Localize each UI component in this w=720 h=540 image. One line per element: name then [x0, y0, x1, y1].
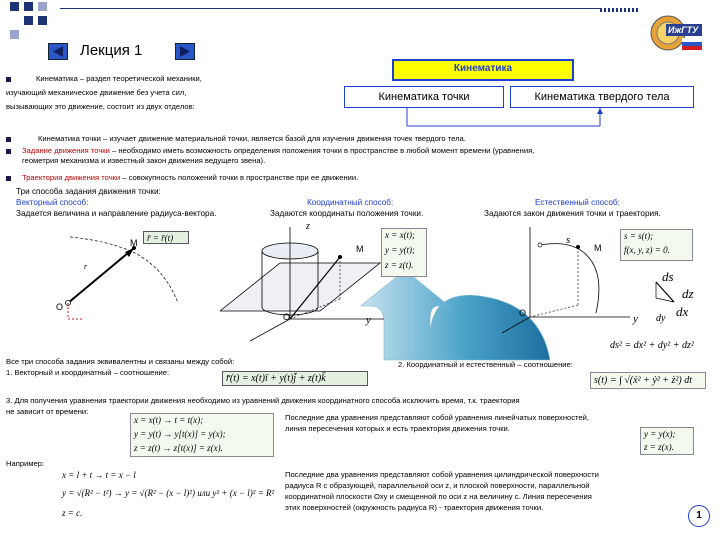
formula-traj-z: z = z(x). [644, 442, 674, 452]
intro-line-3: вызывающих это движение, состоит из двух отделов: [6, 102, 195, 111]
label-ds: ds [662, 269, 674, 284]
kinematics-point-label: Кинематика точки [378, 91, 470, 103]
method-coord-name: Координатный способ: [307, 198, 394, 207]
page-title: Лекция 1 [80, 42, 143, 59]
cylinder-text-line-4: этих поверхностей (окружность радиуса R) - траектория движения точки. [285, 503, 544, 512]
formula-natural-law [620, 229, 693, 261]
coordinate-method-figure [220, 215, 400, 345]
formula-coord-x: x = x(t); [385, 230, 416, 240]
formula-arc-length: s(t) = ∫ √(ẋ² + ẏ² + ż²) dt [590, 372, 706, 389]
formula-elim-x: x = x(t) → t = t(x); [134, 415, 204, 425]
label-dx: dx [676, 304, 689, 319]
formula-natural-s: s = s(t); [624, 231, 654, 241]
cylinder-text-line-1: Последние два уравнения представляют собой уравнения цилиндрической поверхности [285, 470, 599, 479]
vector-point-label: M [130, 238, 138, 248]
formula-natural-f: f(x, y, z) = 0. [624, 245, 670, 255]
kinematics-title: Кинематика [453, 63, 513, 74]
trajectory-definition: – совокупность положений точки в пространстве при ее движении. [120, 173, 359, 182]
formula-traj-y: y = y(x); [644, 429, 676, 439]
formula-ds-squared: ds² = dx² + dy² + dz² [610, 340, 694, 351]
intro-line-1: Кинематика – раздел теоретической механики, [36, 74, 202, 83]
method-vector-desc: Задается величина и направление радиуса-вектора. [16, 209, 217, 218]
equivalence-vector-coord: 1. Векторный и координатный – соотношение: [6, 368, 170, 377]
page-number: 1 [696, 510, 702, 521]
motion-spec-definition: – необходимо иметь возможность определения положения точки в пространстве в любой момент времени (уравнения, [109, 146, 535, 155]
methods-heading: Три способа задания движения точки: [16, 187, 161, 196]
formula-elim-z: z = z(t) → z[t(x)] = z(x). [134, 443, 223, 453]
radius-vector-label: r [84, 262, 88, 271]
cylinder-text-line-2: радиуса R с образующей, параллельной оси z, и плоской поверхности, параллельной [285, 481, 590, 490]
intro-line-2: изучающий механическое движение без учета сил, [6, 88, 187, 97]
method-vector-name: Векторный способ: [16, 198, 89, 207]
formula-vector-law: r̄ = r̄(t) [143, 231, 189, 244]
method-natural-desc: Задаются закон движения точки и траектория. [484, 209, 661, 218]
formula-example-x: x = l + t → t = x − l [62, 470, 136, 480]
formula-coord-z: z = z(t). [385, 260, 414, 270]
label-dy: dy [656, 313, 666, 324]
natural-point-label: M [594, 243, 602, 253]
method-natural-name: Естественный способ: [535, 198, 620, 207]
example-label: Например: [6, 459, 45, 468]
natural-arc-label: s [566, 234, 571, 246]
method-coord-desc: Задаются координаты положения точки. [270, 209, 424, 218]
paragraph-3-line-1: 3. Для получения уравнения траектории движения необходимо из уравнений движения координатного способа исключить время, т.к. траектория [6, 396, 520, 405]
motion-spec-line-2: геометрия механизма и известный закон движения ведущего звена). [22, 156, 266, 165]
linear-surfaces-line-1: Последние два уравнения представляют собой уравнения линейчатых поверхностей, [285, 413, 590, 422]
natural-origin-label: O [519, 308, 527, 318]
formula-example-z: z = c. [62, 508, 83, 518]
kinematics-body-label: Кинематика твердого тела [534, 91, 670, 103]
coord-axis-y-label: y [366, 314, 371, 326]
bullet-kinematics-point: Кинематика точки – изучает движение материальной точки, является базой для изучения движения точек твердого тела. [38, 134, 466, 143]
formula-r-decomposition: r̄(t) = x(t)ī + y(t)j̄ + z(t)k̄ [222, 371, 368, 386]
natural-axis-y-label: y [633, 313, 638, 325]
formula-eliminate-time [130, 413, 274, 457]
coord-point-label: M [356, 244, 364, 254]
formula-coord-equations [381, 228, 427, 277]
formula-trajectory [640, 427, 694, 455]
formula-example-y: y = √(R² − t²) → y = √(R² − (x − l)²) или y² + (x − l)² = R² [62, 488, 275, 498]
equivalence-coord-natural: 2. Координатный и естественный – соотношение: [398, 360, 573, 369]
logo-text: ИжГТУ [668, 25, 699, 35]
equivalence-text: Все три способа задания эквивалентны и связаны между собой: [6, 357, 235, 366]
formula-coord-y: y = y(t); [385, 245, 416, 255]
coord-origin-label: O [283, 312, 291, 322]
term-trajectory: Траектория движения точки [22, 173, 121, 182]
paragraph-3-line-2: не зависит от времени: [6, 407, 89, 416]
vector-origin-label: O [56, 302, 64, 312]
linear-surfaces-line-2: линия пересечения которых и есть траектория движения точки. [285, 424, 510, 433]
term-motion-spec: Задание движения точки [22, 146, 110, 155]
formula-elim-y: y = y(t) → y[t(x)] = y(x); [134, 429, 226, 439]
label-dz: dz [682, 286, 694, 301]
coord-axis-z-label: z [306, 221, 310, 232]
cylinder-text-line-3: координатной плоскости Oxy и смещенной по оси z на величину c. Линия пересечения [285, 492, 592, 501]
